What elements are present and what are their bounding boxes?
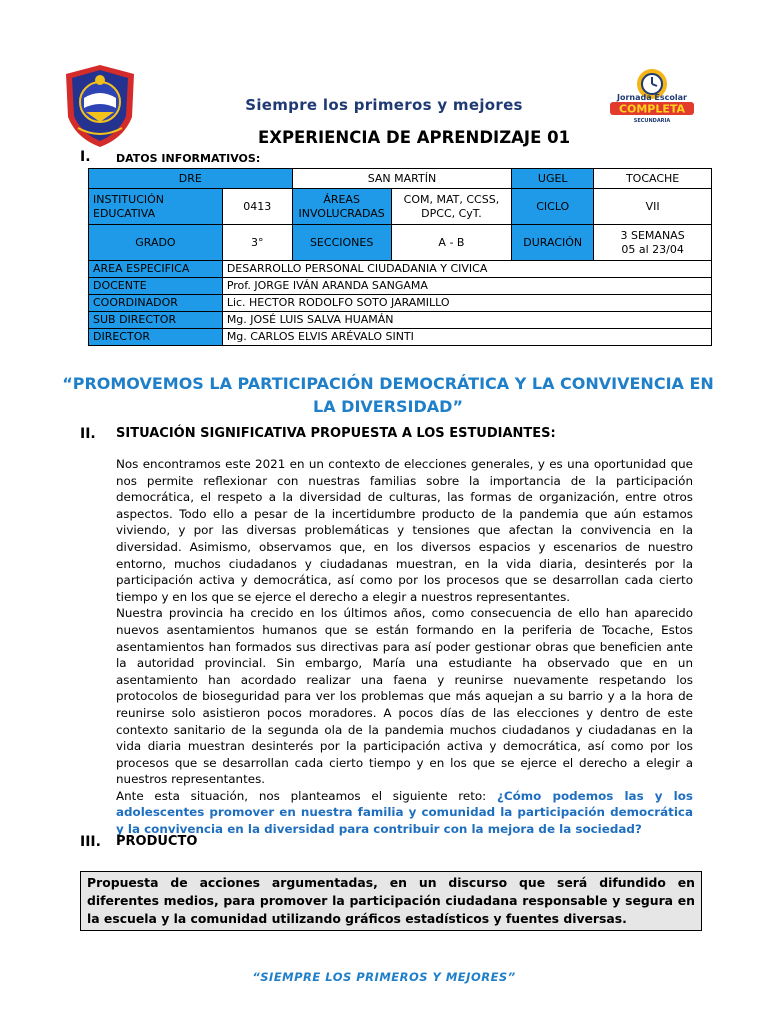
challenge-intro: Ante esta situación, nos planteamos el siguiente reto: [116, 788, 497, 803]
coordinador-value: Lic. HECTOR RODOLFO SOTO JARAMILLO [222, 295, 711, 312]
institucion-value: 0413 [222, 189, 292, 225]
docente-label: DOCENTE [89, 278, 223, 295]
duracion-value [594, 225, 712, 261]
director-value: Mg. CARLOS ELVIS ARÉVALO SINTI [222, 329, 711, 346]
ugel-value: TOCACHE [594, 169, 712, 189]
secciones-label: SECCIONES [292, 225, 391, 261]
info-table [88, 168, 712, 346]
areas-label: ÁREAS INVOLUCRADAS [292, 189, 391, 225]
docente-value: Prof. JORGE IVÁN ARANDA SANGAMA [222, 278, 711, 295]
duracion-dates: 05 al 23/04 [621, 242, 684, 256]
ciclo-label: CICLO [512, 189, 594, 225]
grado-label: GRADO [89, 225, 223, 261]
situation-paragraph-1: Nos encontramos este 2021 en un contexto de elecciones generales, y es una oportunidad que nos permite reflexionar con nuestras familias sobre la importancia de la participación democrática, el respeto a la diversidad de culturas, las formas de organización, entre otros aspectos. Todo ello a pesar de la incertidumbre producto de la pandemia que aún estamos viviendo, y por las diversas problemáticas y tensiones que afectan la convivencia en la diversidad. Asimismo, observamos que, en los diversos espacios y escenarios de nuestro entorno, muchos ciudadanos y ciudadanas muestran, en la vida diaria, desinterés por la participación activa y democrática, así como por los procesos que se desarrollan cada cierto tiempo y en los que se ejerce el derecho a elegir a nuestros representantes. [116, 457, 693, 604]
area-especifica-value: DESARROLLO PERSONAL CIUDADANIA Y CIVICA [222, 261, 711, 278]
dre-label: DRE [89, 169, 293, 189]
ciclo-value: VII [594, 189, 712, 225]
document-title: EXPERIENCIA DE APRENDIZAJE 01 [257, 128, 571, 147]
sub-director-value: Mg. JOSÉ LUIS SALVA HUAMÁN [222, 312, 711, 329]
badge-text-bottom: SECUNDARIA [633, 118, 671, 124]
ugel-label: UGEL [512, 169, 594, 189]
institucion-label: INSTITUCIÓN EDUCATIVA [89, 189, 223, 225]
badge-text-top: Jornada Escolar [617, 93, 687, 102]
secciones-value: A - B [391, 225, 512, 261]
sub-director-label: SUB DIRECTOR [89, 312, 223, 329]
jornada-escolar-completa-icon [604, 64, 700, 124]
badge-text-main: COMPLETA [618, 102, 686, 116]
challenge-question: ¿Cómo podemos las y los adolescentes promover en nuestra familia y comunidad la participación democrática y la convivencia en la diversidad para contribuir con la mejora de la sociedad? [116, 788, 693, 837]
section-1-label: DATOS INFORMATIVOS: [116, 152, 261, 165]
section-2-label: SITUACIÓN SIGNIFICATIVA PROPUESTA A LOS ESTUDIANTES: [116, 426, 556, 441]
section-2-number: II. [80, 426, 96, 442]
header-motto: Siempre los primeros y mejores [245, 96, 523, 114]
duracion-label: DURACIÓN [512, 225, 594, 261]
dre-value: SAN MARTÍN [292, 169, 512, 189]
area-especifica-label: AREA ESPECIFICA [89, 261, 223, 278]
section-3-label: PRODUCTO [116, 834, 198, 849]
grado-value: 3° [222, 225, 292, 261]
coordinador-label: COORDINADOR [89, 295, 223, 312]
areas-value: COM, MAT, CCSS, DPCC, CyT. [391, 189, 512, 225]
duracion-weeks: 3 SEMANAS [620, 228, 685, 242]
situation-paragraph-3 [116, 788, 693, 838]
product-box: Propuesta de acciones argumentadas, en un discurso que será difundido en diferentes medios, para promover la participación ciudadana responsable y segura en la escuela y la comunidad utilizando gráficos estadísticos y fuentes diversas. [80, 871, 702, 931]
situation-text [116, 456, 693, 838]
experience-slogan: “PROMOVEMOS LA PARTICIPACIÓN DEMOCRÁTICA Y LA CONVIVENCIA EN LA DIVERSIDAD” [62, 374, 714, 416]
section-1-number: I. [80, 149, 91, 165]
situation-paragraph-2: Nuestra provincia ha crecido en los últimos años, como consecuencia de ello han aparecido nuevos asentamientos humanos que se están formando en la periferia de Tocache, Estos asentamientos han formados sus directivas para así poder gestionar obras que beneficien ante la autoridad provincial. Sin embargo, María una estudiante ha observado que en un asentamiento han acordado realizar una faena y reunirse nuevamente respetando los protocolos de bioseguridad para ver los problemas que más aquejan a su barrio y a la hora de reunirse solo asistieron pocos moradores. A pocos días de las elecciones y dentro de este contexto sanitario de la segunda ola de la pandemia muchos ciudadanos y ciudadanas en la vida diaria muestran desinterés por la participación activa y democrática, así como por los procesos que se desarrollan cada cierto tiempo y en los que se ejerce el derecho a elegir a nuestros representantes. [116, 606, 693, 787]
director-label: DIRECTOR [89, 329, 223, 346]
footer-motto: “SIEMPRE LOS PRIMEROS Y MEJORES” [252, 970, 516, 984]
section-3-number: III. [80, 834, 101, 850]
